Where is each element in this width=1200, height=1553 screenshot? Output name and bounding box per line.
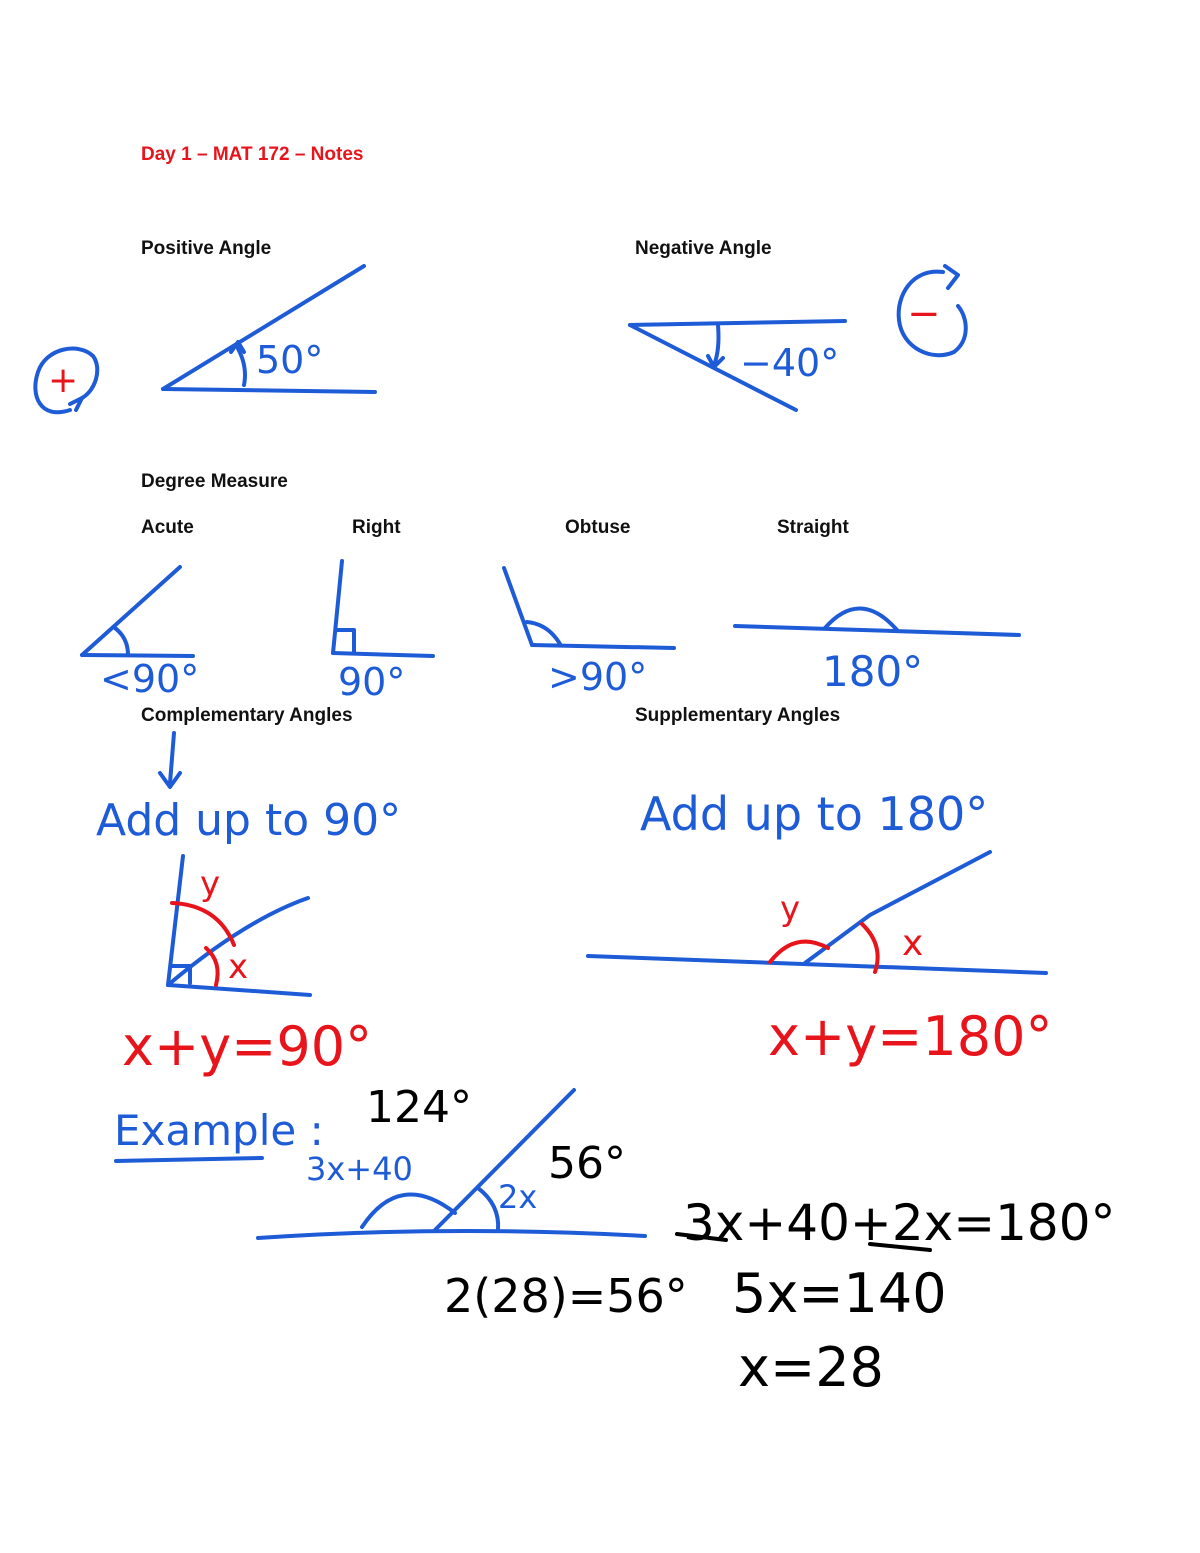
straight-arc <box>825 608 897 630</box>
label-obtuse: >90° <box>548 655 648 699</box>
heading-obtuse: Obtuse <box>565 517 631 538</box>
example-label: Example : <box>114 1106 324 1155</box>
straight-angle-diagram <box>735 608 1019 635</box>
supp-equation: x+y=180° <box>768 1005 1053 1068</box>
obtuse-ray-lower <box>532 645 674 648</box>
heading-supplementary: Supplementary Angles <box>635 705 841 726</box>
heading-straight: Straight <box>777 517 849 538</box>
obtuse-angle-diagram <box>504 568 674 648</box>
example-check: 2(28)=56° <box>444 1269 688 1323</box>
example-line <box>258 1231 645 1238</box>
example-arc-right <box>478 1188 498 1230</box>
negative-angle-arc <box>714 325 719 365</box>
comp-label-y: y <box>200 864 221 904</box>
label-neg40: −40° <box>740 341 840 385</box>
supp-line <box>588 956 1046 973</box>
positive-angle-ray-lower <box>163 389 375 392</box>
example-2x: 2x <box>498 1178 538 1216</box>
example-3x40: 3x+40 <box>306 1150 413 1188</box>
page-title: Day 1 – MAT 172 – Notes <box>141 144 364 165</box>
right-angle-diagram <box>333 561 433 656</box>
plus-sign: + <box>48 360 79 401</box>
label-50: 50° <box>256 338 324 382</box>
label-right: 90° <box>338 660 406 704</box>
note-supplementary: Add up to 180° <box>640 787 989 841</box>
negative-angle-ray-upper <box>630 321 845 325</box>
label-straight: 180° <box>822 647 924 696</box>
label-acute: <90° <box>100 657 200 701</box>
heading-complementary: Complementary Angles <box>141 705 353 726</box>
comp-arc-y <box>172 903 234 945</box>
heading-degree-measure: Degree Measure <box>141 471 288 492</box>
down-arrow-icon <box>170 733 174 783</box>
equation-line-3: x=28 <box>738 1336 884 1399</box>
heading-right: Right <box>352 517 401 538</box>
example-56: 56° <box>548 1138 626 1189</box>
supp-label-y: y <box>780 889 801 929</box>
right-ray-vertical <box>333 561 342 653</box>
comp-label-x: x <box>228 947 249 987</box>
supplementary-diagram <box>588 852 1046 973</box>
equation-line-1: 3x+40+2x=180° <box>683 1194 1116 1252</box>
supp-label-x: x <box>902 923 924 964</box>
arrowhead-icon <box>945 266 958 288</box>
example-124: 124° <box>366 1082 472 1133</box>
acute-angle-diagram <box>82 567 193 656</box>
example-underline <box>116 1158 262 1161</box>
acute-ray-upper <box>82 567 180 655</box>
straight-line <box>735 626 1019 635</box>
supp-ray <box>805 852 990 963</box>
acute-ray-lower <box>82 655 193 656</box>
heading-acute: Acute <box>141 517 194 538</box>
minus-sign: − <box>907 291 941 337</box>
right-ray-horizontal <box>333 653 433 656</box>
heading-negative-angle: Negative Angle <box>635 238 772 259</box>
note-complementary: Add up to 90° <box>96 795 402 846</box>
right-angle-square <box>336 630 354 653</box>
obtuse-ray-upper <box>504 568 532 645</box>
equation-line-2: 5x=140 <box>732 1262 947 1325</box>
comp-equation: x+y=90° <box>122 1015 373 1078</box>
heading-positive-angle: Positive Angle <box>141 238 272 259</box>
acute-arc <box>115 628 128 655</box>
